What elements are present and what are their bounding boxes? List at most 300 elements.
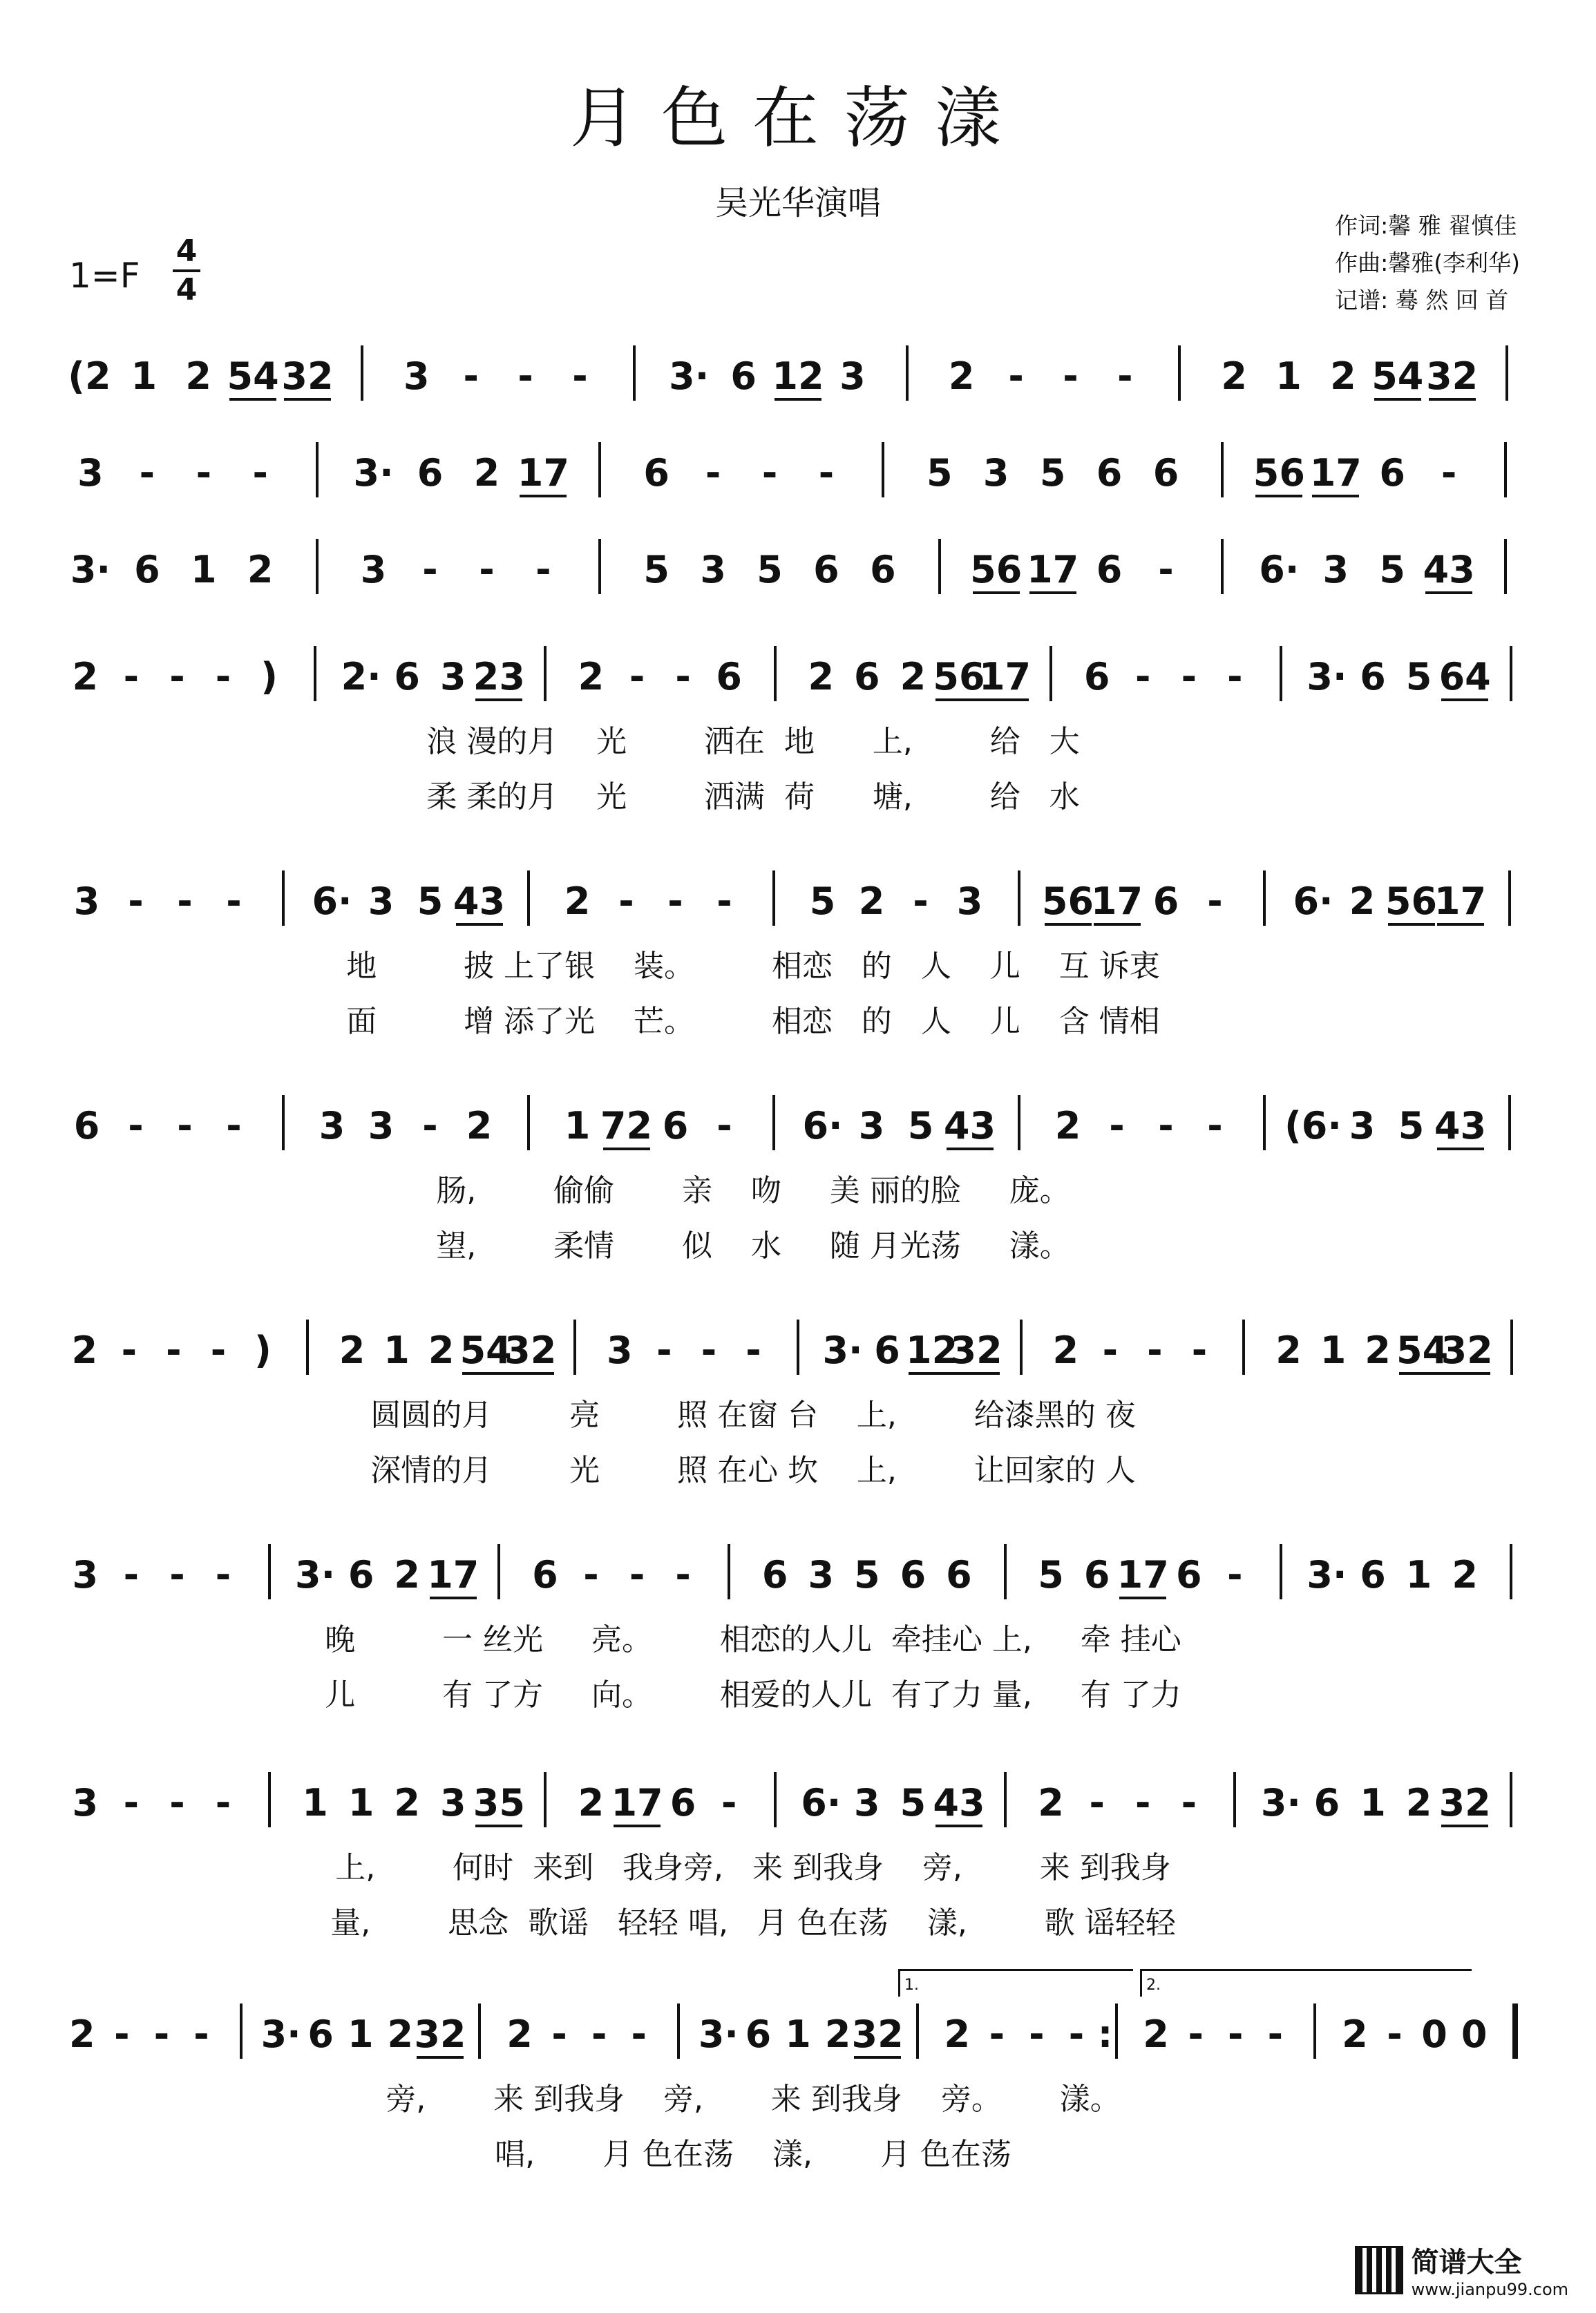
lyrics-verse-1: 肠, 偷偷 亲 吻 美 丽的脸 庞。	[436, 1173, 1070, 1208]
note: 6	[730, 354, 757, 398]
beam-underline	[1094, 923, 1141, 926]
note: 3·	[1307, 655, 1347, 698]
barline	[797, 1320, 799, 1375]
note: -	[169, 1781, 185, 1825]
note: 2	[71, 1329, 98, 1372]
note: -	[1191, 1329, 1208, 1372]
note: -	[572, 354, 588, 398]
note: -	[618, 879, 634, 923]
note: 5	[927, 451, 953, 495]
note: -	[1227, 655, 1243, 698]
note: -	[139, 451, 155, 495]
note: 2	[428, 1329, 455, 1372]
note: 0	[1421, 2012, 1447, 2056]
note: -	[226, 879, 242, 923]
note: 6	[643, 451, 669, 495]
beam-underline	[935, 1825, 982, 1827]
note: 56	[1041, 879, 1094, 923]
song-title: 月色在荡漾	[570, 79, 1026, 157]
barline	[1233, 1772, 1236, 1827]
note: 3	[72, 1781, 99, 1825]
note: 2	[387, 2012, 414, 2056]
note: 5	[900, 1781, 927, 1825]
note: 6	[1096, 548, 1123, 591]
volta-bracket: 1.	[898, 1969, 1133, 1997]
time-signature	[173, 235, 200, 307]
note: 5	[1379, 548, 1405, 591]
beam-underline	[430, 1597, 477, 1599]
logo-text-block	[1412, 2240, 1568, 2299]
note: -	[913, 879, 929, 923]
lyricist-credit: 作词:馨 雅 翟慎佳	[1335, 212, 1517, 239]
note: 32	[1441, 1329, 1493, 1372]
barline	[1505, 345, 1508, 401]
note: 32	[504, 1329, 557, 1372]
note: -	[196, 451, 212, 495]
note: -	[629, 1553, 645, 1597]
note: 0	[1461, 2012, 1488, 2056]
note: 2	[824, 2012, 851, 2056]
note: 2	[339, 1329, 365, 1372]
note: 2	[68, 2012, 95, 2056]
note: 1	[1275, 354, 1302, 398]
beam-underline	[1443, 1372, 1490, 1375]
note: 2	[1365, 1329, 1391, 1372]
note: 6	[348, 1553, 374, 1597]
note: -	[177, 879, 193, 923]
beam-underline	[475, 698, 522, 701]
notes-line	[62, 1779, 1534, 1827]
note: -	[226, 1104, 242, 1148]
note: 17	[517, 451, 569, 495]
barline	[1280, 1544, 1282, 1599]
note: 3	[1349, 1104, 1376, 1148]
note: 6	[1360, 655, 1386, 698]
note: -	[667, 879, 683, 923]
note: 32	[281, 354, 334, 398]
note: 6	[1083, 655, 1110, 698]
beam-underline	[1119, 1597, 1166, 1599]
note: -	[656, 1329, 672, 1372]
note: 2	[247, 548, 274, 591]
barline	[316, 539, 319, 594]
note: 6	[1083, 1553, 1110, 1597]
note: 56	[1385, 879, 1438, 923]
barline	[1004, 1772, 1007, 1827]
note: 3	[360, 548, 387, 591]
note: 32	[414, 2012, 466, 2056]
lyrics-verse-2: 深情的月 光 照 在心 坎 上, 让回家的 人	[370, 1453, 1136, 1488]
note: -	[1441, 451, 1457, 495]
note: 5	[643, 548, 669, 591]
note: 6	[1175, 1553, 1202, 1597]
note: 2·	[341, 655, 381, 698]
note: 2	[185, 354, 212, 398]
lyrics-verse-2: 望, 柔情 似 水 随 月光荡 漾。	[436, 1228, 1070, 1264]
note: 1	[785, 2012, 811, 2056]
note: 5	[757, 548, 783, 591]
note: 3·	[1307, 1553, 1347, 1597]
beam-underline	[947, 1148, 994, 1150]
beam-underline	[854, 2056, 901, 2059]
notes-line	[62, 877, 1534, 926]
note: 5	[854, 1553, 880, 1597]
note: 3	[368, 879, 395, 923]
logo-url: www.jianpu99.com	[1411, 2280, 1568, 2299]
notes-line	[62, 653, 1534, 701]
note: 3·	[353, 451, 394, 495]
note: 3	[808, 1553, 835, 1597]
note: -	[422, 1104, 438, 1148]
beam-underline	[417, 2056, 464, 2059]
note: -	[169, 1553, 185, 1597]
note: 43	[1423, 548, 1475, 591]
note: 3·	[295, 1553, 336, 1597]
barline	[527, 1095, 530, 1150]
note: 17	[1027, 548, 1079, 591]
note: 6	[745, 2012, 772, 2056]
note: 17	[427, 1553, 479, 1597]
note: 2	[900, 655, 927, 698]
note: 17	[1309, 451, 1362, 495]
note: 3·	[698, 2012, 739, 2056]
time-signature-top: 4	[175, 234, 198, 269]
note: 6	[1096, 451, 1123, 495]
note: 3·	[70, 548, 111, 591]
note: )	[254, 1329, 272, 1372]
note: 3	[839, 354, 866, 398]
note: -	[716, 879, 732, 923]
barline	[282, 1095, 285, 1150]
barline	[1221, 442, 1224, 497]
note: -	[463, 354, 479, 398]
note: -	[215, 655, 231, 698]
lyrics-verse-1: 地 披 上了银 装。 相恋 的 人 儿 互 诉衷	[346, 949, 1160, 984]
lyrics-verse-2: 面 增 添了光 芒。 相恋 的 人 儿 含 情相	[346, 1004, 1160, 1039]
note: 3·	[1260, 1781, 1301, 1825]
barline	[1510, 1320, 1513, 1375]
note: 64	[1438, 655, 1491, 698]
note: -	[583, 1553, 599, 1597]
credits	[1335, 207, 1520, 319]
note: -	[1147, 1329, 1163, 1372]
note: 6	[662, 1104, 689, 1148]
note: -	[629, 655, 645, 698]
barline	[1221, 539, 1224, 594]
barline	[527, 870, 530, 926]
note: 1	[348, 1781, 374, 1825]
barline	[774, 1772, 777, 1827]
barline	[774, 646, 777, 701]
note: 1	[564, 1104, 591, 1148]
note: -	[215, 1781, 231, 1825]
note: 72	[600, 1104, 653, 1148]
barline	[316, 442, 319, 497]
barline	[497, 1544, 500, 1599]
barline	[1280, 646, 1282, 701]
note: 6	[900, 1553, 927, 1597]
note: 56	[1253, 451, 1305, 495]
note: -	[193, 2012, 209, 2056]
barline	[772, 1095, 775, 1150]
note: 3	[607, 1329, 633, 1372]
note: 1	[131, 354, 158, 398]
barline	[633, 345, 636, 401]
beam-underline	[475, 1825, 522, 1827]
note: -	[675, 655, 691, 698]
barline	[1020, 1320, 1023, 1375]
note: )	[260, 655, 278, 698]
note: 3·	[260, 2012, 301, 2056]
note: 6	[813, 548, 839, 591]
note: 2	[72, 655, 99, 698]
barline	[1504, 539, 1507, 594]
note: 35	[473, 1781, 525, 1825]
note: 1	[383, 1329, 410, 1372]
note: 2	[1221, 354, 1247, 398]
beam-underline	[1045, 923, 1092, 926]
note: -	[177, 1104, 193, 1148]
note: 43	[453, 879, 506, 923]
note: 5	[417, 879, 444, 923]
barline	[240, 2003, 243, 2059]
note: 5	[1398, 1104, 1425, 1148]
note: (6·	[1284, 1104, 1342, 1148]
note: -	[166, 1329, 182, 1372]
note: -	[422, 548, 438, 591]
note: 5	[907, 1104, 934, 1148]
lyrics-verse-2: 唱, 月 色在荡 漾, 月 色在荡	[495, 2137, 1011, 2172]
note: -	[123, 1781, 140, 1825]
note: -	[1181, 1781, 1197, 1825]
barline	[1178, 345, 1181, 401]
note: 6·	[1293, 879, 1333, 923]
note: 17	[1117, 1553, 1169, 1597]
note: 3	[77, 451, 104, 495]
beam-underline	[1441, 698, 1488, 701]
barline	[573, 1320, 576, 1375]
note: -	[153, 2012, 170, 2056]
note: 2	[394, 1781, 421, 1825]
note: 6	[307, 2012, 334, 2056]
note: -	[701, 1329, 717, 1372]
note: 12	[906, 1329, 958, 1372]
note: 17	[1090, 879, 1143, 923]
note: 2	[1405, 1781, 1432, 1825]
note: 3	[72, 1553, 99, 1597]
beam-underline	[1441, 1825, 1488, 1827]
note: 3	[73, 879, 100, 923]
note: 6	[134, 548, 160, 591]
note: 32	[950, 1329, 1003, 1372]
note: -	[631, 2012, 647, 2056]
barline	[1510, 1772, 1512, 1827]
note: -	[123, 655, 140, 698]
note: 3	[439, 1781, 466, 1825]
barline	[677, 2003, 680, 2059]
note: 23	[473, 655, 525, 698]
note: 6	[1152, 451, 1179, 495]
note: 2	[1038, 1781, 1064, 1825]
note: 56	[933, 655, 985, 698]
beam-underline	[614, 1825, 661, 1827]
site-logo	[1355, 2240, 1568, 2299]
barline	[1004, 1544, 1007, 1599]
note: 6·	[801, 1781, 842, 1825]
note: 6	[854, 655, 880, 698]
barline	[544, 646, 547, 701]
beam-underline	[775, 398, 821, 401]
note: 54	[459, 1329, 512, 1372]
beam-underline	[603, 1148, 650, 1150]
beam-underline	[284, 398, 331, 401]
note: -	[128, 879, 144, 923]
note: -	[1135, 1781, 1151, 1825]
note: 2	[858, 879, 885, 923]
barline	[314, 646, 316, 701]
notes-line	[62, 449, 1534, 497]
note: -	[1158, 1104, 1174, 1148]
beam-underline	[1029, 591, 1076, 594]
note: -	[1181, 655, 1197, 698]
note: -	[721, 1781, 737, 1825]
note: -	[1008, 354, 1024, 398]
note: 2	[1052, 1329, 1079, 1372]
note: 2	[1330, 354, 1356, 398]
note: 3	[368, 1104, 395, 1148]
note: -	[210, 1329, 227, 1372]
transcriber-credit: 记谱: 蓦 然 回 首	[1335, 287, 1509, 314]
barline	[282, 870, 285, 926]
note: 56	[970, 548, 1023, 591]
note: 2	[506, 2012, 533, 2056]
lyrics-verse-1: 上, 何时 来到 我身旁, 来 到我身 旁, 来 到我身	[335, 1850, 1171, 1885]
note: 1	[1360, 1781, 1386, 1825]
barline	[1018, 870, 1020, 926]
notes-line	[62, 1326, 1534, 1375]
note: (2	[68, 354, 111, 398]
note: 1	[191, 548, 217, 591]
barline	[882, 442, 884, 497]
key-signature: 1=F	[69, 256, 140, 296]
beam-underline	[520, 495, 567, 497]
note: 2	[564, 879, 591, 923]
note: -	[123, 1553, 140, 1597]
barline	[1510, 646, 1512, 701]
barline	[268, 1544, 271, 1599]
barline	[1049, 646, 1052, 701]
note: 6	[417, 451, 444, 495]
note: 3	[403, 354, 430, 398]
repeat-sign: :	[1097, 2012, 1113, 2056]
note: 6	[669, 1781, 696, 1825]
barline	[478, 2003, 481, 2059]
barline	[598, 442, 601, 497]
piano-keys-icon	[1355, 2246, 1403, 2294]
lyrics-verse-2: 量, 思念 歌谣 轻轻 唱, 月 色在荡 漾, 歌 谣轻轻	[330, 1905, 1176, 1941]
beam-underline	[1255, 495, 1302, 497]
note: 54	[227, 354, 279, 398]
notes-line	[62, 1551, 1534, 1599]
note: 2	[578, 1781, 605, 1825]
barline	[1263, 870, 1266, 926]
lyrics-verse-2: 柔 柔的月 光 洒满 荷 塘, 给 水	[426, 779, 1080, 815]
barline	[1508, 870, 1511, 926]
time-signature-bottom: 4	[175, 272, 198, 307]
note: 6	[1379, 451, 1405, 495]
note: 3	[319, 1104, 345, 1148]
note: -	[1068, 2012, 1085, 2056]
note: 3	[982, 451, 1009, 495]
note: -	[1109, 1104, 1125, 1148]
note: 6	[716, 655, 742, 698]
note: 2	[1349, 879, 1376, 923]
note: 3	[1322, 548, 1349, 591]
note: 54	[1396, 1329, 1449, 1372]
lyrics-verse-1: 圆圆的月 亮 照 在窗 台 上, 给漆黑的 夜	[370, 1398, 1136, 1433]
barline	[361, 345, 363, 401]
note: 5	[1039, 451, 1066, 495]
note: -	[1188, 2012, 1204, 2056]
note: 6	[946, 1553, 972, 1597]
lyrics-verse-1: 晚 一 丝光 亮。 相恋的人儿 牵挂心 上, 牵 挂心	[325, 1622, 1181, 1657]
note: -	[114, 2012, 130, 2056]
barline	[1313, 2003, 1316, 2059]
note: 32	[851, 2012, 904, 2056]
note: 3	[439, 655, 466, 698]
note: 12	[772, 354, 824, 398]
note: 6·	[312, 879, 352, 923]
note: 6·	[1259, 548, 1300, 591]
note: 54	[1371, 354, 1424, 398]
note: 6	[874, 1329, 900, 1372]
barline	[1508, 1095, 1511, 1150]
beam-underline	[953, 1372, 1000, 1375]
beam-underline	[973, 591, 1020, 594]
note: -	[1158, 548, 1174, 591]
note: -	[215, 1553, 231, 1597]
barline	[938, 539, 941, 594]
beam-underline	[507, 1372, 554, 1375]
note: 2	[1452, 1553, 1478, 1597]
note: 6·	[802, 1104, 843, 1148]
note: -	[1387, 2012, 1403, 2056]
beam-underline	[1374, 398, 1421, 401]
barline	[1115, 2003, 1118, 2059]
note: -	[1063, 354, 1079, 398]
beam-underline	[1437, 1148, 1484, 1150]
barline	[1018, 1095, 1020, 1150]
note: -	[1227, 1553, 1243, 1597]
barline	[268, 1772, 271, 1827]
note: 1	[1405, 1553, 1432, 1597]
barline	[1242, 1320, 1245, 1375]
note: -	[1117, 354, 1133, 398]
note: 5	[1038, 1553, 1064, 1597]
notes-line	[62, 546, 1534, 594]
beam-underline	[982, 698, 1029, 701]
note: -	[169, 655, 185, 698]
note: -	[1135, 655, 1151, 698]
note: -	[989, 2012, 1005, 2056]
note: 2	[808, 655, 835, 698]
lyrics-verse-1: 旁, 来 到我身 旁, 来 到我身 旁。 漾。	[386, 2082, 1121, 2117]
note: 2	[473, 451, 500, 495]
note: 2	[944, 2012, 971, 2056]
singer-label: 吴光华演唱	[714, 184, 881, 222]
note: 43	[933, 1781, 985, 1825]
barline	[1510, 1544, 1512, 1599]
